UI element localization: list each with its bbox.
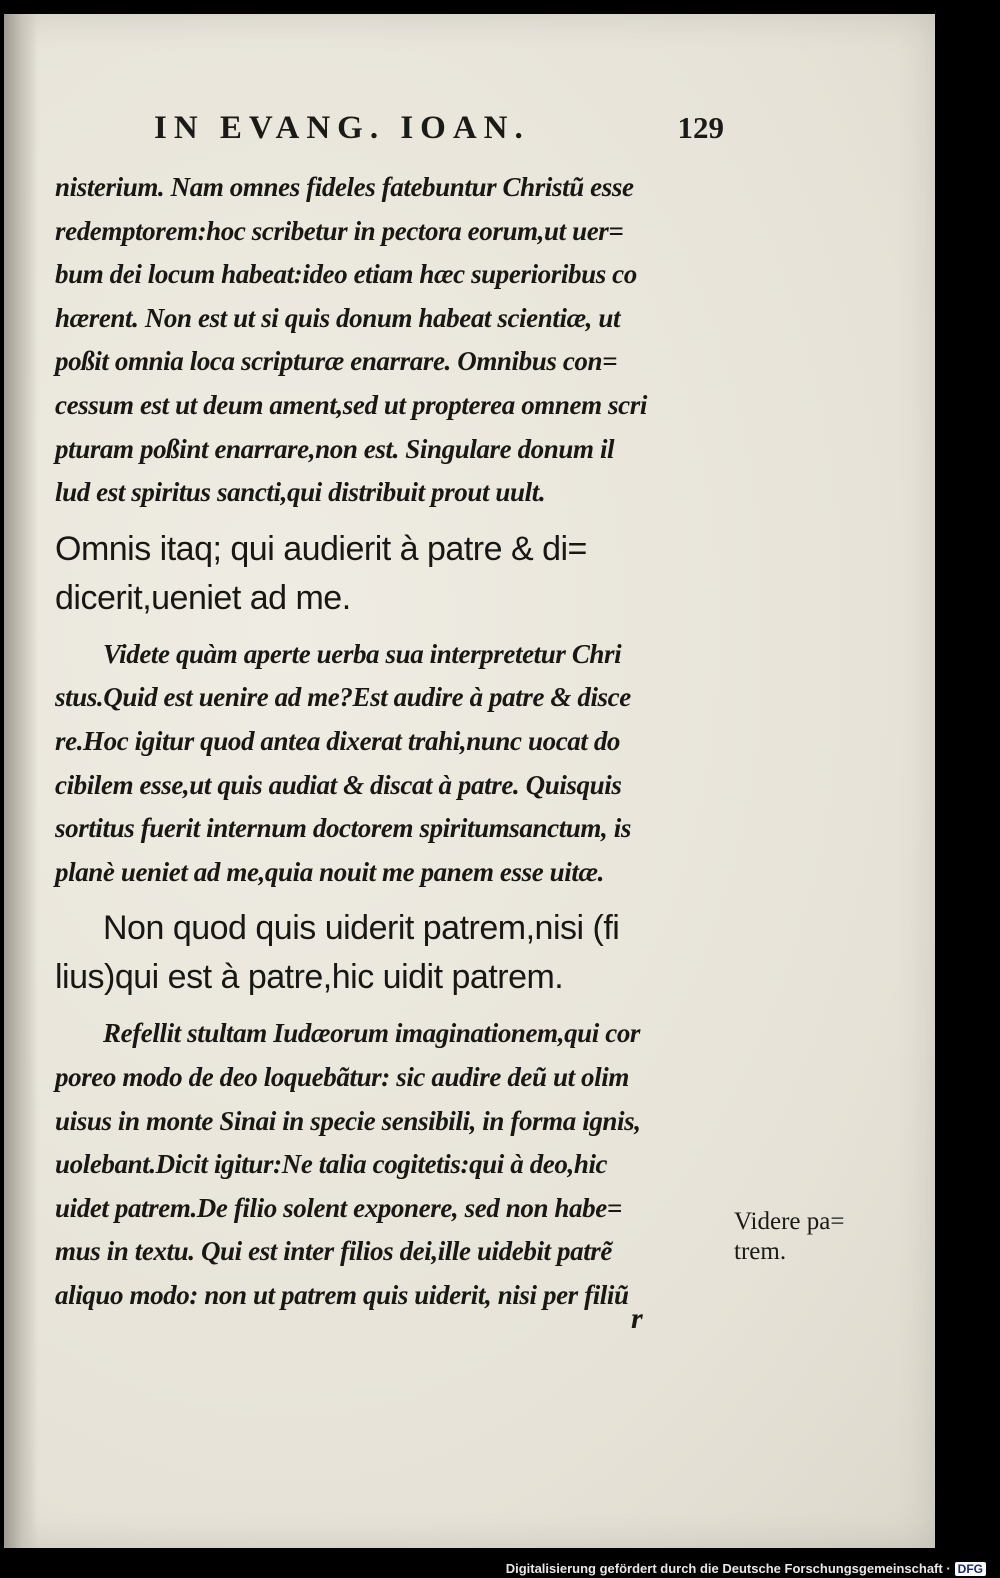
marginal-line: Videre pa=: [734, 1208, 845, 1235]
text-line: pturam poßint enarrare,non est. Singulare donum il: [55, 433, 615, 464]
text-line: stus.Quid est uenire ad me?Est audire à patre & disce: [55, 682, 631, 713]
page-number: 129: [677, 110, 724, 145]
text-line: re.Hoc igitur quod antea dixerat trahi,nunc uocat do: [55, 725, 621, 756]
text-line: cibilem esse,ut quis audiat & discat à patre. Quisquis: [55, 769, 622, 800]
lemma-line: Omnis itaq; qui audierit à patre & di=: [55, 529, 587, 568]
text-line: aliquo modo: non ut patrem quis uiderit, nisi per filiũ: [55, 1279, 629, 1310]
text-line: Videte quàm aperte uerba sua interpretetur Chri: [103, 638, 622, 669]
lemma-line: Non quod quis uiderit patrem,nisi (fi: [103, 909, 620, 948]
running-title: IN EVANG. IOAN.: [154, 110, 530, 146]
text-line: uisus in monte Sinai in specie sensibili, in forma ignis,: [55, 1105, 641, 1136]
text-line: bum dei locum habeat:ideo etiam hæc superioribus co: [55, 259, 637, 290]
dfg-logo: DFG: [955, 1562, 986, 1576]
commentary-paragraph-3: [55, 1012, 735, 1317]
text-line: mus in textu. Qui est inter filios dei,ille uidebit patrẽ: [55, 1236, 612, 1267]
running-head: [154, 110, 724, 160]
commentary-paragraph-2: [55, 633, 735, 895]
text-line: nisterium. Nam omnes fideles fatebuntur Christũ esse: [55, 172, 634, 202]
text-line: poßit omnia loca scripturæ enarrare. Omnibus con=: [55, 346, 618, 377]
book-page: [4, 14, 935, 1548]
signature-mark: r: [631, 1302, 643, 1335]
text-line: sortitus fuerit internum doctorem spiritumsanctum, is: [55, 813, 631, 844]
text-line: redemptorem:hoc scribetur in pectora eorum,ut uer=: [55, 215, 624, 246]
credit-text: Digitalisierung gefördert durch die Deutsche Forschungsgemeinschaft ·: [505, 1561, 951, 1576]
text-line: hærent. Non est ut si quis donum habeat scientiæ, ut: [55, 302, 621, 333]
text-line: cessum est ut deum ament,sed ut propterea omnem scri: [55, 389, 647, 420]
lemma-line: dicerit,ueniet ad me.: [55, 578, 351, 617]
marginal-line: trem.: [734, 1238, 787, 1265]
commentary-paragraph-1: [55, 166, 735, 515]
digitization-credit: [506, 1561, 986, 1576]
scripture-lemma-2: [55, 904, 735, 1002]
text-line: uidet patrem.De filio solent exponere, sed non habe=: [55, 1192, 622, 1223]
main-text: [55, 166, 735, 1317]
text-line: poreo modo de deo loquebãtur: sic audire deũ ut olim: [55, 1061, 629, 1092]
page-gutter-shadow: [4, 14, 38, 1548]
text-line: uolebant.Dicit igitur:Ne talia cogitetis:qui à deo,hic: [55, 1149, 608, 1180]
marginal-note: [734, 1207, 884, 1267]
lemma-line: lius)qui est à patre,hic uidit patrem.: [55, 958, 564, 997]
text-line: planè ueniet ad me,quia nouit me panem esse uitæ.: [55, 856, 604, 887]
scripture-lemma-1: [55, 525, 735, 623]
text-line: Refellit stultam Iudæorum imaginationem,qui cor: [103, 1018, 641, 1049]
text-line: lud est spiritus sancti,qui distribuit prout uult.: [55, 477, 546, 508]
